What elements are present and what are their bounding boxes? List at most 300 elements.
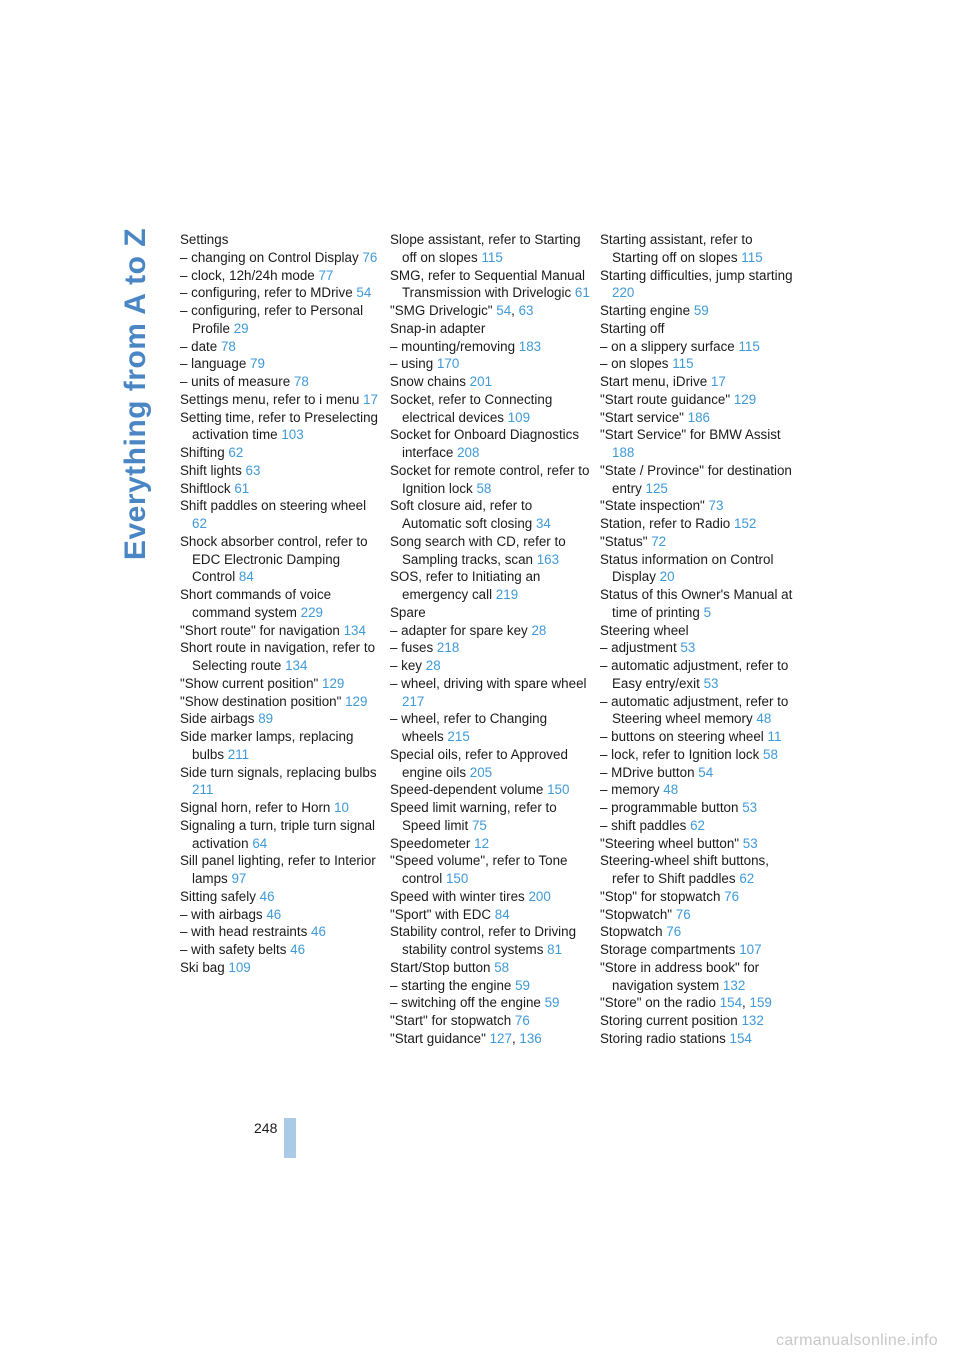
page-reference-link[interactable]: 28 (531, 622, 547, 638)
page-reference-link[interactable]: 115 (738, 338, 760, 354)
index-entry-text: "Start service" (600, 409, 684, 425)
index-entry (600, 941, 800, 959)
page-reference-link[interactable]: 89 (258, 711, 274, 727)
index-entry-text: Shock absorber control, refer to EDC Electronic Damping Control (180, 533, 368, 585)
index-entry-text: "State inspection" (600, 498, 705, 514)
index-entry (180, 355, 380, 373)
page-reference-link[interactable]: 186 (687, 409, 710, 425)
index-entry (600, 267, 800, 303)
index-entry-text: "Show destination position" (180, 693, 342, 709)
page-reference-link[interactable]: 115 (672, 356, 694, 372)
index-column-3 (600, 231, 800, 1048)
index-entry (390, 391, 590, 427)
index-entry-text: – memory (600, 782, 660, 798)
page-reference-link[interactable]: 76 (362, 249, 378, 265)
index-entry-text: "Short route" for navigation (180, 622, 340, 638)
index-entry-text: Starting assistant, refer to Starting off on slopes (600, 232, 753, 265)
index-entry (390, 994, 590, 1012)
page-reference-link[interactable]: 62 (192, 516, 207, 531)
index-entry (180, 480, 380, 498)
index-entry (390, 781, 590, 799)
page-reference-link[interactable]: 61 (234, 480, 250, 496)
index-entry-text: Storing radio stations (600, 1030, 726, 1046)
index-entry-text: – MDrive button (600, 764, 695, 780)
page-reference-link[interactable]: 150 (547, 782, 570, 798)
page-reference-link[interactable]: 53 (742, 835, 758, 851)
index-entry (600, 533, 800, 551)
index-entry (600, 373, 800, 391)
page-reference-link[interactable]: 46 (259, 888, 275, 904)
watermark: carmanualsonline.info (776, 1332, 938, 1349)
index-entry (600, 906, 800, 924)
index-entry-text: Sill panel lighting, refer to Interior lamps (180, 853, 376, 886)
index-entry-text: Short commands of voice command system (180, 587, 332, 620)
index-entry-text: – automatic adjustment, refer to Steering wheel memory (600, 693, 789, 727)
page-reference-link[interactable]: 78 (293, 374, 309, 389)
index-entry-text: "State / Province" for destination entry (600, 462, 792, 496)
page-reference-link[interactable]: 77 (318, 267, 334, 283)
index-entry (390, 355, 590, 373)
index-entry (180, 267, 380, 285)
page-reference-link[interactable]: 53 (742, 800, 758, 815)
index-entry-text: Storage compartments (600, 942, 736, 957)
index-entry-text: SOS, refer to Initiating an emergency call (390, 569, 541, 602)
page-reference-link[interactable]: 170 (436, 356, 460, 372)
index-entry (390, 1012, 590, 1030)
index-entry-text: – mounting/removing (390, 338, 516, 354)
page-reference-link[interactable]: 201 (469, 374, 493, 389)
page-reference-link[interactable]: 61 (574, 285, 590, 301)
index-entry-text: Speed with winter tires (390, 888, 525, 904)
index-entry (390, 373, 590, 391)
index-entry-text: SMG, refer to Sequential Manual Transmission with Drivelogic (390, 267, 586, 301)
index-entry (180, 675, 380, 693)
page-reference-link[interactable]: 200 (528, 888, 551, 904)
index-entry-text: Signaling a turn, triple turn signal activation (180, 817, 376, 851)
page-reference-link[interactable]: 107 (739, 942, 762, 957)
index-entry-text: Side airbags (180, 711, 255, 727)
index-entry-text: – date (180, 338, 218, 354)
index-entry (600, 728, 800, 746)
page-reference-link[interactable]: 20 (659, 569, 675, 585)
page-reference-link[interactable]: 62 (228, 445, 244, 460)
index-entry-text: Speedometer (390, 835, 471, 851)
index-entry (390, 497, 590, 533)
page-reference-link[interactable]: 115 (481, 249, 503, 265)
page-reference-link[interactable]: 59 (544, 995, 560, 1011)
index-entry (180, 888, 380, 906)
index-entry-text: Settings menu, refer to i menu (180, 391, 360, 407)
index-column-2 (390, 231, 590, 1048)
index-entry (600, 515, 800, 533)
page-reference-link[interactable]: 217 (402, 693, 425, 709)
index-entry-text: "Store in address book" for navigation system (600, 959, 760, 993)
index-entry (180, 338, 380, 356)
index-entry-text: Special oils, refer to Approved engine oils (390, 746, 568, 780)
index-entry (390, 568, 590, 604)
index-entry-text: "Start route guidance" (600, 391, 731, 407)
index-entry-text: – language (180, 356, 247, 372)
index-entry-text: Settings (180, 232, 229, 247)
page-reference-link[interactable]: 211 (192, 782, 214, 798)
index-entry-text: Signal horn, refer to Horn (180, 800, 331, 815)
index-entry-text: Setting time, refer to Preselecting activation time (180, 409, 378, 443)
page-reference-link[interactable]: 59 (515, 977, 530, 993)
index-entry (390, 852, 590, 888)
index-entry (390, 338, 590, 356)
index-entry (180, 586, 380, 622)
page-reference-link[interactable]: 159 (749, 995, 772, 1011)
index-entry (600, 764, 800, 782)
index-entry-text: "Stop" for stopwatch (600, 888, 721, 904)
index-entry-text: Socket for remote control, refer to Ignition lock (390, 462, 590, 496)
page-reference-link[interactable]: 183 (518, 338, 542, 354)
page-reference-link[interactable]: 46 (311, 924, 326, 940)
index-entry (600, 959, 800, 995)
index-entry (180, 852, 380, 888)
page-number: 248 (254, 1120, 278, 1136)
index-entry-text: Side marker lamps, replacing bulbs (180, 729, 354, 762)
index-entry-text: – lock, refer to Ignition lock (600, 746, 760, 762)
index-entry (600, 391, 800, 409)
page-reference-link[interactable]: 134 (285, 658, 308, 673)
index-entry-text: – buttons on steering wheel (600, 729, 764, 744)
index-entry-text: Side turn signals, replacing bulbs (180, 764, 377, 780)
page-reference-link[interactable]: 63 (245, 462, 261, 478)
page-reference-link[interactable]: 79 (250, 356, 265, 372)
page-reference-link[interactable]: 76 (514, 1013, 530, 1028)
index-entry-text: Steering wheel (600, 622, 689, 638)
index-entry (600, 1012, 800, 1030)
page-reference-link[interactable]: 205 (469, 764, 493, 780)
index-entry (390, 604, 590, 622)
index-entry (600, 1030, 800, 1048)
page-reference-link[interactable]: 54 (698, 764, 714, 780)
index-entry: "Store" on the radio 154, 159 (600, 995, 772, 1011)
page-reference-link[interactable]: 220 (612, 285, 635, 301)
index-entry-text: Song search with CD, refer to Sampling tracks, scan (390, 533, 566, 567)
index-entry (180, 284, 380, 302)
page-reference-link[interactable]: 64 (252, 835, 268, 851)
page-reference-link[interactable]: 163 (536, 551, 560, 567)
index-entry-text: Starting engine (600, 303, 691, 318)
page-reference-link[interactable]: 188 (612, 445, 635, 460)
index-entry-text: Start menu, iDrive (600, 374, 708, 389)
index-entry (390, 835, 590, 853)
index-entry (390, 267, 590, 303)
index-entry-text: "Show current position" (180, 675, 319, 691)
index-entry (600, 231, 800, 267)
index-entry-text: – with airbags (180, 906, 263, 922)
page-reference-link[interactable]: 76 (724, 888, 740, 904)
index-entry (180, 764, 380, 800)
index-entry-text: Station, refer to Radio (600, 516, 731, 531)
index-column-1 (180, 231, 380, 977)
page-reference-link[interactable]: 129 (345, 693, 368, 709)
index-entry-text: – fuses (390, 640, 434, 656)
index-entry (180, 391, 380, 409)
index-entry-text: Starting off (600, 320, 665, 336)
page-reference-link[interactable]: 63 (518, 303, 534, 318)
index-entry-text: "Store" on the radio (600, 995, 716, 1011)
page-reference-link[interactable]: 127 (489, 1030, 512, 1046)
page-reference-link[interactable]: 211 (227, 746, 250, 762)
page-reference-link[interactable]: 5 (703, 604, 712, 620)
page-reference-link[interactable]: 81 (547, 942, 563, 957)
index-entry-text: – configuring, refer to Personal Profile (180, 303, 364, 336)
page-reference-link[interactable]: 53 (680, 640, 696, 656)
page-reference-link[interactable]: 219 (495, 587, 519, 602)
page-reference-link[interactable]: 152 (734, 516, 757, 531)
index-entry-text: Socket for Onboard Diagnostics interface (390, 427, 580, 460)
page-reference-link[interactable]: 76 (675, 906, 691, 922)
index-entry-text: – starting the engine (390, 977, 512, 993)
page-reference-link[interactable]: 62 (739, 871, 755, 886)
index-entry (390, 906, 590, 924)
index-entry (390, 639, 590, 657)
page-reference-link[interactable]: 208 (457, 445, 480, 460)
index-entry-text: "Status" (600, 533, 648, 549)
index-entry (600, 781, 800, 799)
index-entry-text: "Stopwatch" (600, 906, 673, 922)
index-entry-text: Stopwatch (600, 924, 663, 940)
index-entry (180, 728, 380, 764)
page-reference-link[interactable]: 53 (703, 675, 719, 691)
page-reference-link[interactable]: 46 (290, 942, 306, 957)
index-entry (600, 923, 800, 941)
index-entry (600, 799, 800, 817)
page-reference-link[interactable]: 150 (445, 871, 469, 886)
index-entry (390, 923, 590, 959)
page-reference-link[interactable]: 34 (535, 516, 551, 531)
index-entry-text: Ski bag (180, 959, 225, 975)
index-entry-text: Sitting safely (180, 888, 256, 904)
page-reference-link[interactable]: 109 (507, 409, 531, 425)
page-reference-link[interactable]: 132 (722, 977, 746, 993)
page-reference-link[interactable]: 84 (494, 906, 510, 922)
page-reference-link[interactable]: 76 (666, 924, 682, 940)
page-reference-link[interactable]: 73 (708, 498, 724, 514)
index-entry-text: – wheel, refer to Changing wheels (390, 711, 548, 744)
index-entry-text: – on slopes (600, 356, 669, 372)
index-entry-text: Short route in navigation, refer to Selecting route (180, 640, 376, 673)
page-reference-link[interactable]: 125 (645, 480, 668, 496)
index-entry (390, 231, 590, 267)
index-entry-text: – shift paddles (600, 817, 687, 833)
index-entry (180, 497, 380, 533)
index-entry-text: Shifting (180, 445, 225, 460)
page-reference-link[interactable]: 17 (710, 374, 726, 389)
page-reference-link[interactable]: 58 (763, 746, 778, 762)
index-entry (600, 338, 800, 356)
page-reference-link[interactable]: 58 (476, 480, 492, 496)
index-entry (180, 622, 380, 640)
index-entry: "Start guidance" 127, 136 (390, 1030, 542, 1046)
page-reference-link[interactable]: 28 (425, 658, 441, 673)
page-reference-link[interactable]: 48 (756, 711, 772, 727)
page-reference-link[interactable]: 46 (266, 906, 282, 922)
index-entry (390, 426, 590, 462)
index-entry (390, 746, 590, 782)
index-entry: "SMG Drivelogic" 54, 63 (390, 303, 534, 318)
index-entry-text: – changing on Control Display (180, 249, 359, 265)
page-reference-link[interactable]: 136 (519, 1030, 542, 1046)
index-entry (180, 923, 380, 941)
index-entry-text: – programmable button (600, 800, 739, 815)
index-entry (180, 373, 380, 391)
index-entry (600, 302, 800, 320)
index-entry-text: – configuring, refer to MDrive (180, 285, 353, 301)
index-entry-text: – with safety belts (180, 942, 287, 957)
index-entry-text: – using (390, 356, 434, 372)
page-reference-link[interactable]: 17 (363, 391, 379, 407)
index-entry (390, 959, 590, 977)
index-entry (600, 639, 800, 657)
index-entry (390, 710, 590, 746)
index-entry-text: "Speed volume", refer to Tone control (390, 853, 568, 886)
index-entry-text: – switching off the engine (390, 995, 541, 1011)
index-entry-text: Snow chains (390, 374, 466, 389)
page-reference-link[interactable]: 154 (729, 1030, 752, 1046)
index-entry-text: Soft closure aid, refer to Automatic soft closing (390, 498, 533, 531)
index-entry-text: Steering-wheel shift buttons, refer to Shift paddles (600, 853, 769, 886)
page-reference-link[interactable]: 75 (471, 817, 487, 833)
index-entry-text: – clock, 12h/24h mode (180, 267, 315, 283)
index-entry (180, 462, 380, 480)
index-entry (390, 657, 590, 675)
index-entry (180, 906, 380, 924)
index-entry (180, 444, 380, 462)
index-entry-text: Start/Stop button (390, 959, 491, 975)
index-entry (180, 639, 380, 675)
index-entry (600, 693, 800, 729)
index-entry-text: "Sport" with EDC (390, 906, 492, 922)
index-entry (600, 551, 800, 587)
page-reference-link[interactable]: 154 (719, 995, 743, 1011)
index-entry (180, 693, 380, 711)
index-entry (390, 977, 590, 995)
index-entry (600, 622, 800, 640)
page-reference-link[interactable]: 134 (343, 622, 366, 638)
index-entry (600, 426, 800, 462)
index-entry-text: Spare (390, 604, 426, 620)
index-entry (180, 710, 380, 728)
index-entry-text: – wheel, driving with spare wheel (390, 675, 587, 691)
index-entry (390, 622, 590, 640)
page-reference-link[interactable]: 218 (436, 640, 460, 656)
index-entry-text: Starting difficulties, jump starting (600, 267, 793, 283)
index-entry-text: Speed limit warning, refer to Speed limit (390, 800, 557, 833)
index-entry (180, 799, 380, 817)
page-marker-bar (284, 1118, 296, 1158)
index-entry (390, 533, 590, 569)
page-reference-link[interactable]: 54 (356, 285, 372, 301)
index-entry (600, 835, 800, 853)
index-entry (600, 817, 800, 835)
index-entry (600, 409, 800, 427)
index-entry-text: Shiftlock (180, 480, 231, 496)
page-reference-link[interactable]: 103 (281, 427, 304, 443)
index-entry (180, 941, 380, 959)
page-reference-link[interactable]: 129 (733, 391, 757, 407)
index-entry-text: Shift paddles on steering wheel (180, 498, 367, 514)
page-reference-link[interactable]: 78 (220, 338, 236, 354)
index-entry-text: Shift lights (180, 462, 242, 478)
index-entry-text: – on a slippery surface (600, 338, 735, 354)
index-entry (390, 888, 590, 906)
index-entry-text: Slope assistant, refer to Starting off on slopes (390, 232, 581, 265)
page-reference-link[interactable]: 72 (651, 533, 667, 549)
index-entry (180, 231, 380, 249)
page-reference-link[interactable]: 229 (300, 604, 323, 620)
page-reference-link[interactable]: 215 (447, 729, 470, 744)
index-entry-text: – units of measure (180, 374, 291, 389)
page-reference-link[interactable]: 62 (690, 817, 705, 833)
index-entry-text: Storing current position (600, 1013, 738, 1028)
index-entry-text: "SMG Drivelogic" (390, 303, 493, 318)
page-reference-link[interactable]: 58 (494, 959, 510, 975)
page-reference-link[interactable]: 115 (741, 249, 763, 265)
index-entry-text: Speed-dependent volume (390, 782, 544, 798)
index-entry (180, 817, 380, 853)
index-entry-text: Stability control, refer to Driving stability control systems (390, 924, 577, 957)
index-entry-text: – with head restraints (180, 924, 308, 940)
page-reference-link[interactable]: 11 (767, 729, 782, 744)
page-reference-link[interactable]: 54 (496, 303, 512, 318)
index-entry-text: "Start guidance" (390, 1030, 486, 1046)
index-entry (390, 799, 590, 835)
section-title (120, 228, 152, 560)
index-entry (600, 888, 800, 906)
page-reference-link[interactable]: 29 (233, 320, 249, 336)
page-reference-link[interactable]: 109 (228, 959, 251, 975)
index-entry-text: – adapter for spare key (390, 622, 528, 638)
index-entry-text: – adjustment (600, 640, 677, 656)
page-reference-link[interactable]: 84 (238, 569, 254, 585)
index-entry (600, 320, 800, 338)
index-entry (600, 852, 800, 888)
index-entry (180, 959, 380, 977)
index-entry (180, 249, 380, 267)
index-entry (180, 533, 380, 586)
index-entry (600, 746, 800, 764)
page-reference-link[interactable]: 59 (693, 303, 709, 318)
page-reference-link[interactable]: 12 (474, 835, 490, 851)
index-entry (600, 497, 800, 515)
index-entry (600, 586, 800, 622)
page-reference-link[interactable]: 48 (663, 782, 679, 798)
page-reference-link[interactable]: 10 (334, 800, 349, 815)
index-entry-text: "Steering wheel button" (600, 835, 740, 851)
index-entry (600, 355, 800, 373)
index-entry-text: – key (390, 658, 423, 673)
index-entry-text: Status of this Owner's Manual at time of printing (600, 587, 793, 620)
page-reference-link[interactable]: 132 (741, 1013, 764, 1028)
page-reference-link[interactable]: 97 (231, 871, 247, 886)
index-entry (600, 657, 800, 693)
page-reference-link[interactable]: 129 (322, 675, 345, 691)
index-entry (390, 462, 590, 498)
index-entry (180, 302, 380, 338)
index-entry-text: Status information on Control Display (600, 551, 774, 585)
index-entry (600, 462, 800, 498)
index-entry-text: – automatic adjustment, refer to Easy entry/exit (600, 658, 789, 691)
index-entry-text: Snap-in adapter (390, 320, 486, 336)
index-entry (180, 409, 380, 445)
section-title-text: Everything from A to Z (119, 227, 152, 561)
index-entry-text: Socket, refer to Connecting electrical devices (390, 391, 553, 425)
index-entry-text: "Start" for stopwatch (390, 1013, 512, 1028)
